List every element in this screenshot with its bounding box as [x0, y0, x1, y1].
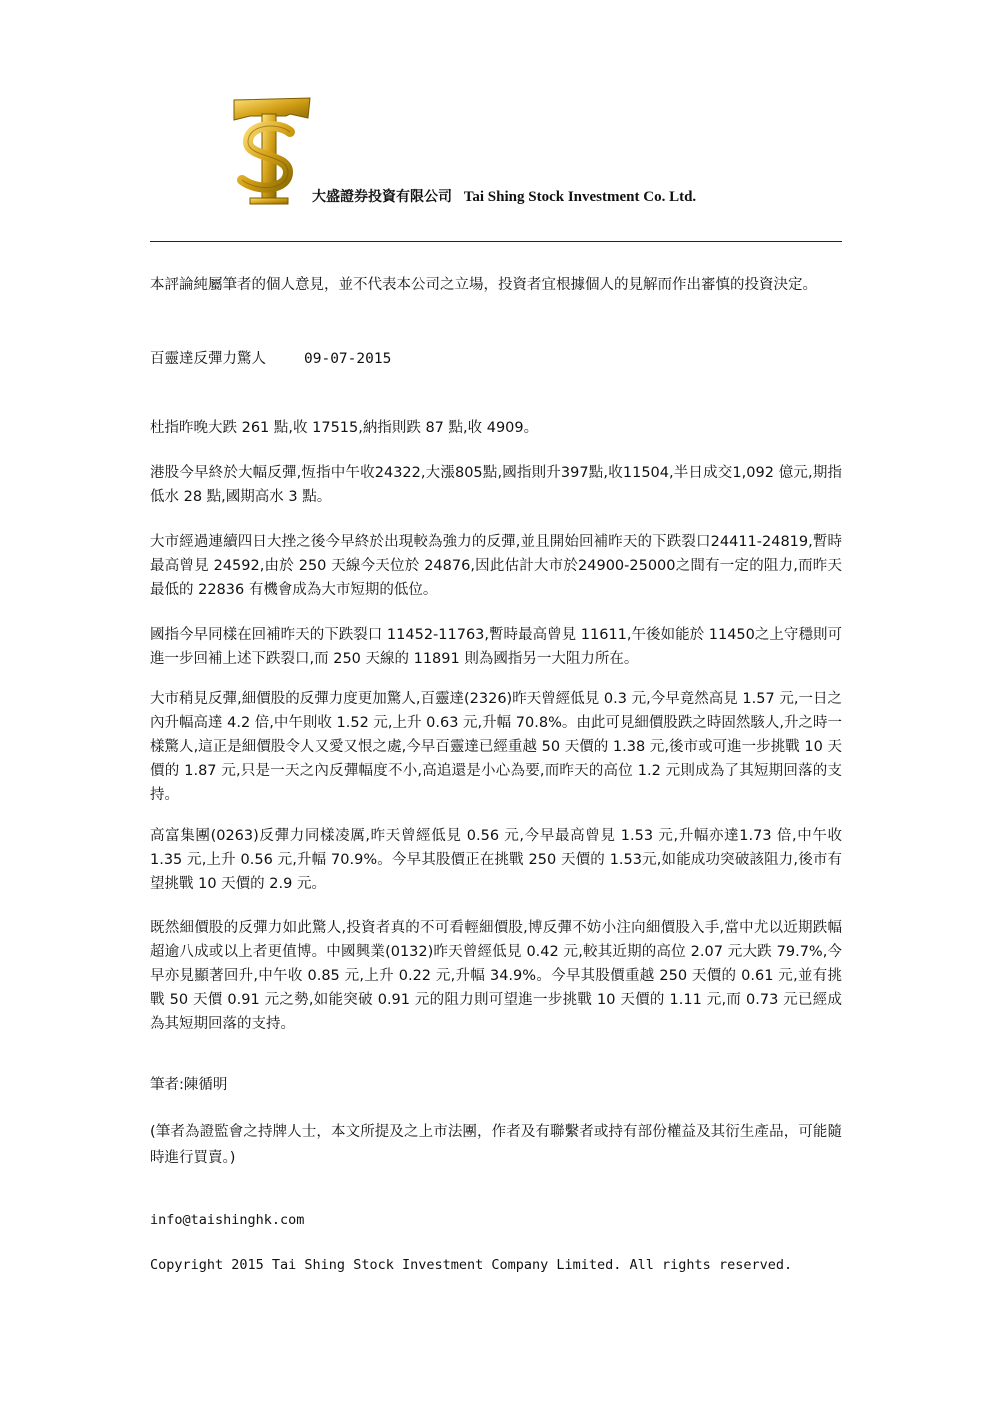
header-divider — [150, 241, 842, 242]
paragraph: 杜指昨晚大跌 261 點,收 17515,納指則跌 87 點,收 4909。 — [150, 420, 539, 436]
author: 筆者:陳循明 — [150, 1077, 228, 1093]
paragraph: 國指今早同樣在回補昨天的下跌裂口 11452-11763,暫時最高曾見 11611,午後如能於 11450之上守穩則可進一步回補上述下跌裂口,而 250 天線的 11891 則為國指另一大阻力所在。 — [150, 627, 842, 667]
copyright: Copyright 2015 Tai Shing Stock Investment Company Limited. All rights reserved. — [150, 1257, 793, 1273]
paragraph: 高富集團(0263)反彈力同樣凌厲,昨天曾經低見 0.56 元,今早最高曾見 1.53 元,升幅亦達1.73 倍,中午收 1.35 元,上升 0.56 元,升幅 70.9%。今早其股價正在挑戰 250 天價的 1.53元,如能成功突破該阻力,後市有望挑戰 10 天價的 2.9 元。 — [150, 828, 842, 892]
author-note: (筆者為證監會之持牌人士，本文所提及之上市法團，作者及有聯繫者或持有部份權益及其衍生產品，可能隨時進行買賣。) — [150, 1124, 842, 1166]
company-name-cn: 大盛證券投資有限公司 — [312, 189, 452, 205]
paragraph: 大市經過連續四日大挫之後今早終於出現較為強力的反彈,並且開始回補昨天的下跌裂口24411-24819,暫時最高曾見 24592,由於 250 天線今天位於 24876,因此估計大市於24900-25000之間有一定的阻力,而昨天最低的 22836 有機會成為大市短期的低位。 — [150, 534, 842, 598]
paragraph: 港股今早終於大幅反彈,恆指中午收24322,大漲805點,國指則升397點,收11504,半日成交1,092 億元,期指低水 28 點,國期高水 3 點。 — [150, 465, 842, 505]
article-title-line — [150, 347, 842, 371]
article-date: 09-07-2015 — [304, 351, 392, 367]
ts-gold-logo-icon — [226, 94, 312, 206]
disclaimer: 本評論純屬筆者的個人意見，並不代表本公司之立場，投資者宜根據個人的見解而作出審慎的投資決定。 — [150, 277, 817, 293]
contact-email[interactable]: info@taishinghk.com — [150, 1212, 305, 1228]
paragraph: 大市稍見反彈,細價股的反彈力度更加驚人,百靈達(2326)昨天曾經低見 0.3 元,今早竟然高見 1.57 元,一日之內升幅高達 4.2 倍,中午則收 1.52 元,上升 0.63 元,升幅 70.8%。由此可見細價股跌之時固然駭人,升之時一樣驚人,這正是細價股令人又愛又恨之處,今早百靈達已經重越 50 天價的 1.38 元,後市或可進一步挑戰 10 天價的 1.87 元,只是一天之內反彈幅度不小,高追還是小心為要,而昨天的高位 1.2 元則成為了其短期回落的支持。 — [150, 691, 842, 803]
paragraph: 既然細價股的反彈力如此驚人,投資者真的不可看輕細價股,博反彈不妨小注向細價股入手,當中尤以近期跌幅超逾八成或以上者更值博。中國興業(0132)昨天曾經低見 0.42 元,較其近期的高位 2.07 元大跌 79.7%,今早亦見顯著回升,中午收 0.85 元,上升 0.22 元,升幅 34.9%。今早其股價重越 250 天價的 0.61 元,並有挑戰 50 天價 0.91 元之勢,如能突破 0.91 元的阻力則可望進一步挑戰 10 天價的 1.11 元,而 0.73 元已經成為其短期回落的支持。 — [150, 920, 843, 1032]
company-name — [312, 186, 696, 206]
article-title: 百靈達反彈力驚人 — [150, 351, 266, 367]
company-name-en: Tai Shing Stock Investment Co. Ltd. — [463, 189, 697, 205]
